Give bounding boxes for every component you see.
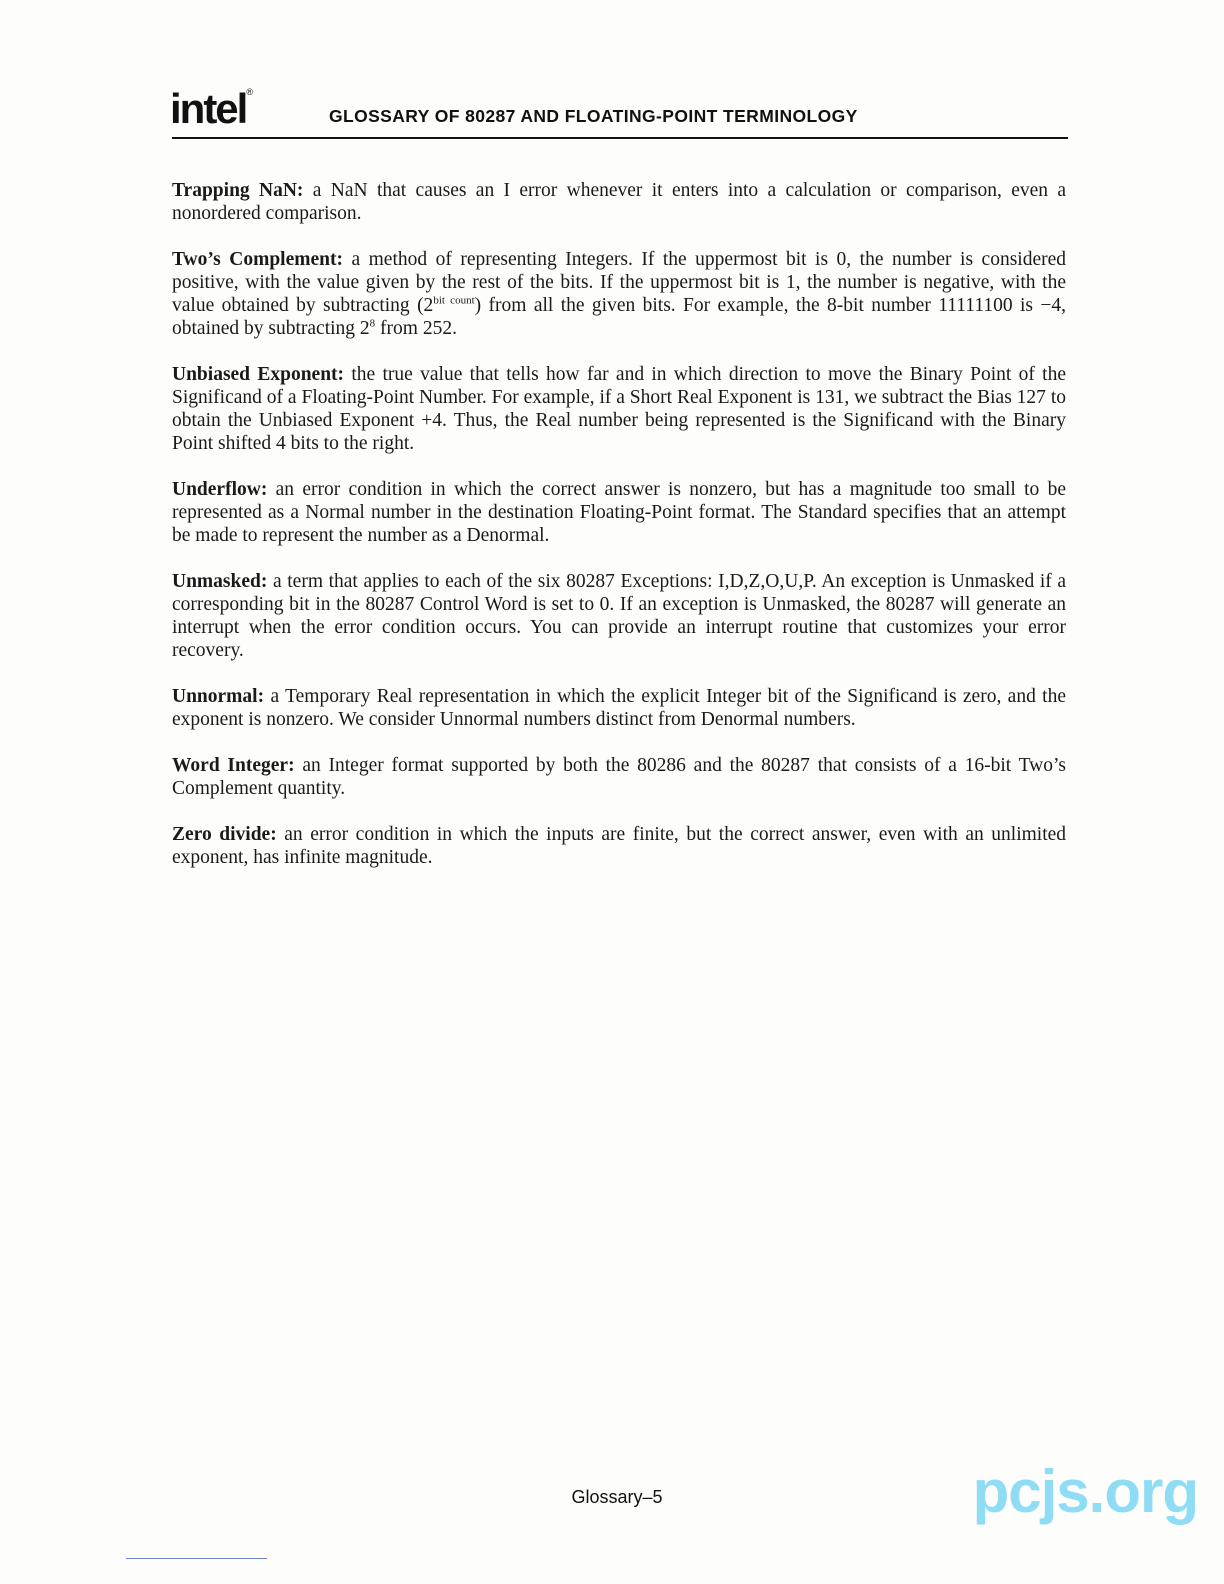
glossary-definition: a NaN that causes an I error whenever it enters into a calculation or comparison, even a nonordered comparison. xyxy=(172,180,1067,224)
glossary-definition-cont: ) from all the given bits. For example, the 8-bit number 11111100 is −4, obtained by subtracting 2 xyxy=(172,295,1067,339)
glossary-entries xyxy=(172,179,1066,892)
glossary-term: Unnormal: xyxy=(172,686,265,707)
page-number: Glossary–5 xyxy=(571,1487,663,1507)
glossary-definition: a method of representing Integers. If the uppermost bit is 0, the number is considered positive, with the value given by the rest of the bits. If the uppermost bit is 1, the number is negative, with the value obtained by subtracting (2 xyxy=(172,249,1067,316)
glossary-entry-twos-complement xyxy=(172,248,1066,340)
glossary-term: Zero divide: xyxy=(172,824,277,845)
glossary-term: Word Integer: xyxy=(172,755,295,776)
glossary-term: Unbiased Exponent: xyxy=(172,364,345,385)
glossary-definition: a Temporary Real representation in which the explicit Integer bit of the Significand is zero, and the exponent is nonzero. We consider Unnormal numbers distinct from Denormal numbers. xyxy=(172,686,1066,730)
glossary-term: Underflow: xyxy=(172,479,268,500)
glossary-entry-word-integer xyxy=(172,754,1066,800)
superscript-bit-count: bit count xyxy=(433,294,475,307)
glossary-term: Trapping NaN: xyxy=(172,180,304,201)
glossary-term: Two’s Complement: xyxy=(172,249,343,270)
glossary-entry-unnormal xyxy=(172,685,1066,731)
glossary-definition: an error condition in which the correct answer is nonzero, but has a magnitude too small to be represented as a Normal number in the destination Floating-Point format. The Standard specifies that an attempt be made to represent the number as a Denormal. xyxy=(172,479,1067,546)
glossary-definition-end: from 252. xyxy=(375,318,457,339)
pcjs-watermark: pcjs.org xyxy=(972,1458,1198,1525)
superscript-exponent: 8 xyxy=(369,317,376,330)
glossary-definition: an Integer format supported by both the 80286 and the 80287 that consists of a 16-bit Two’s Complement quantity. xyxy=(172,755,1067,799)
header-rule xyxy=(172,137,1068,139)
glossary-definition: the true value that tells how far and in which direction to move the Binary Point of the Significand of a Floating-Point Number. For example, if a Short Real Exponent is 131, we subtract the Bias 127 to obtain the Unbiased Exponent +4. Thus, the Real number being represented is the Significand with the Binary Point shifted 4 bits to the right. xyxy=(172,364,1067,454)
bottom-divider xyxy=(126,1558,267,1559)
intel-logo: intel® xyxy=(170,85,253,132)
glossary-entry-trapping-nan xyxy=(172,179,1066,225)
glossary-entry-underflow xyxy=(172,478,1066,547)
glossary-entry-zero-divide xyxy=(172,823,1066,869)
glossary-definition: a term that applies to each of the six 80287 Exceptions: I,D,Z,O,U,P. An exception is Unmasked if a corresponding bit in the 80287 Control Word is set to 0. If an exception is Unmasked, the 80287 will generate an interrupt when the error condition occurs. You can provide an interrupt routine that customizes your error recovery. xyxy=(172,571,1067,661)
glossary-entry-unmasked xyxy=(172,570,1066,662)
glossary-term: Unmasked: xyxy=(172,571,268,592)
page-header-title: GLOSSARY OF 80287 AND FLOATING-POINT TERMINOLOGY xyxy=(329,106,858,126)
glossary-entry-unbiased-exponent xyxy=(172,363,1066,455)
glossary-definition: an error condition in which the inputs are finite, but the correct answer, even with an unlimited exponent, has infinite magnitude. xyxy=(172,824,1067,868)
